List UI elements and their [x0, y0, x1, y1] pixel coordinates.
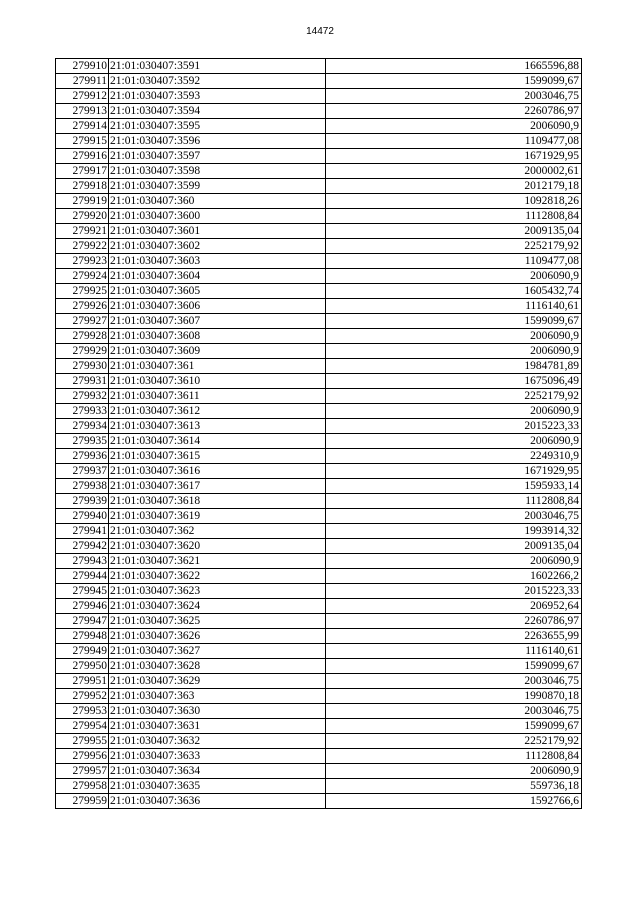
cadastral-number-cell: 21:01:030407:3602 [109, 239, 326, 254]
table-row [56, 494, 582, 509]
value-cell: 2260786,97 [326, 614, 582, 629]
row-number-cell: 279927 [56, 314, 109, 329]
cadastral-number-cell: 21:01:030407:3620 [109, 539, 326, 554]
value-cell: 2015223,33 [326, 419, 582, 434]
row-number-cell: 279959 [56, 794, 109, 809]
value-cell: 2252179,92 [326, 389, 582, 404]
value-cell: 1605432,74 [326, 284, 582, 299]
row-number-cell: 279926 [56, 299, 109, 314]
table-row [56, 359, 582, 374]
cadastral-number-cell: 21:01:030407:3598 [109, 164, 326, 179]
cadastral-number-cell: 21:01:030407:3616 [109, 464, 326, 479]
row-number-cell: 279921 [56, 224, 109, 239]
cadastral-number-cell: 21:01:030407:3622 [109, 569, 326, 584]
value-cell: 2260786,97 [326, 104, 582, 119]
row-number-cell: 279930 [56, 359, 109, 374]
cadastral-number-cell: 21:01:030407:3611 [109, 389, 326, 404]
row-number-cell: 279956 [56, 749, 109, 764]
row-number-cell: 279911 [56, 74, 109, 89]
row-number-cell: 279928 [56, 329, 109, 344]
value-cell: 2009135,04 [326, 539, 582, 554]
row-number-cell: 279918 [56, 179, 109, 194]
table-row [56, 644, 582, 659]
cadastral-number-cell: 21:01:030407:3633 [109, 749, 326, 764]
row-number-cell: 279924 [56, 269, 109, 284]
cadastral-number-cell: 21:01:030407:3627 [109, 644, 326, 659]
table-row [56, 449, 582, 464]
value-cell: 2263655,99 [326, 629, 582, 644]
cadastral-number-cell: 21:01:030407:3628 [109, 659, 326, 674]
table-row [56, 149, 582, 164]
table-row [56, 794, 582, 809]
row-number-cell: 279934 [56, 419, 109, 434]
cadastral-number-cell: 21:01:030407:3636 [109, 794, 326, 809]
value-cell: 2015223,33 [326, 584, 582, 599]
value-cell: 1092818,26 [326, 194, 582, 209]
row-number-cell: 279951 [56, 674, 109, 689]
table-row [56, 164, 582, 179]
cadastral-number-cell: 21:01:030407:3631 [109, 719, 326, 734]
cadastral-number-cell: 21:01:030407:3603 [109, 254, 326, 269]
page-number: 14472 [306, 26, 334, 37]
row-number-cell: 279955 [56, 734, 109, 749]
row-number-cell: 279910 [56, 59, 109, 74]
value-cell: 1671929,95 [326, 464, 582, 479]
row-number-cell: 279957 [56, 764, 109, 779]
row-number-cell: 279922 [56, 239, 109, 254]
row-number-cell: 279914 [56, 119, 109, 134]
row-number-cell: 279917 [56, 164, 109, 179]
value-cell: 2003046,75 [326, 509, 582, 524]
table-row [56, 314, 582, 329]
row-number-cell: 279925 [56, 284, 109, 299]
row-number-cell: 279923 [56, 254, 109, 269]
table-row [56, 614, 582, 629]
cadastral-number-cell: 21:01:030407:3608 [109, 329, 326, 344]
row-number-cell: 279937 [56, 464, 109, 479]
value-cell: 2012179,18 [326, 179, 582, 194]
cadastral-number-cell: 21:01:030407:3612 [109, 404, 326, 419]
row-number-cell: 279949 [56, 644, 109, 659]
cadastral-number-cell: 21:01:030407:3614 [109, 434, 326, 449]
table-row [56, 254, 582, 269]
value-cell: 2003046,75 [326, 704, 582, 719]
table-row [56, 689, 582, 704]
table-row [56, 104, 582, 119]
row-number-cell: 279940 [56, 509, 109, 524]
table-row [56, 179, 582, 194]
table-row [56, 569, 582, 584]
value-cell: 2006090,9 [326, 344, 582, 359]
table-row [56, 209, 582, 224]
records-table-body [56, 59, 582, 809]
cadastral-number-cell: 21:01:030407:3623 [109, 584, 326, 599]
table-row [56, 584, 582, 599]
table-row [56, 719, 582, 734]
table-row [56, 704, 582, 719]
value-cell: 2009135,04 [326, 224, 582, 239]
cadastral-number-cell: 21:01:030407:360 [109, 194, 326, 209]
table-row [56, 329, 582, 344]
cadastral-number-cell: 21:01:030407:3592 [109, 74, 326, 89]
value-cell: 1599099,67 [326, 659, 582, 674]
table-row [56, 734, 582, 749]
cadastral-number-cell: 21:01:030407:361 [109, 359, 326, 374]
table-row [56, 89, 582, 104]
cadastral-number-cell: 21:01:030407:3630 [109, 704, 326, 719]
row-number-cell: 279947 [56, 614, 109, 629]
row-number-cell: 279919 [56, 194, 109, 209]
value-cell: 1599099,67 [326, 314, 582, 329]
cadastral-number-cell: 21:01:030407:3619 [109, 509, 326, 524]
row-number-cell: 279939 [56, 494, 109, 509]
table-row [56, 194, 582, 209]
cadastral-number-cell: 21:01:030407:3606 [109, 299, 326, 314]
value-cell: 2252179,92 [326, 239, 582, 254]
row-number-cell: 279958 [56, 779, 109, 794]
value-cell: 2252179,92 [326, 734, 582, 749]
row-number-cell: 279952 [56, 689, 109, 704]
row-number-cell: 279915 [56, 134, 109, 149]
row-number-cell: 279929 [56, 344, 109, 359]
value-cell: 2006090,9 [326, 404, 582, 419]
table-row [56, 134, 582, 149]
value-cell: 2006090,9 [326, 119, 582, 134]
cadastral-number-cell: 21:01:030407:3621 [109, 554, 326, 569]
table-row [56, 74, 582, 89]
table-row [56, 389, 582, 404]
table-row [56, 539, 582, 554]
cadastral-number-cell: 21:01:030407:3604 [109, 269, 326, 284]
value-cell: 1993914,32 [326, 524, 582, 539]
table-row [56, 464, 582, 479]
row-number-cell: 279941 [56, 524, 109, 539]
table-row [56, 299, 582, 314]
value-cell: 1602266,2 [326, 569, 582, 584]
row-number-cell: 279916 [56, 149, 109, 164]
table-row [56, 59, 582, 74]
row-number-cell: 279931 [56, 374, 109, 389]
value-cell: 1116140,61 [326, 644, 582, 659]
row-number-cell: 279953 [56, 704, 109, 719]
cadastral-number-cell: 21:01:030407:3601 [109, 224, 326, 239]
cadastral-number-cell: 21:01:030407:3624 [109, 599, 326, 614]
value-cell: 2006090,9 [326, 329, 582, 344]
cadastral-number-cell: 21:01:030407:3625 [109, 614, 326, 629]
table-row [56, 374, 582, 389]
table-row [56, 224, 582, 239]
table-row [56, 434, 582, 449]
value-cell: 1116140,61 [326, 299, 582, 314]
table-row [56, 269, 582, 284]
cadastral-number-cell: 21:01:030407:3594 [109, 104, 326, 119]
table-row [56, 404, 582, 419]
value-cell: 1990870,18 [326, 689, 582, 704]
table-row [56, 479, 582, 494]
cadastral-number-cell: 21:01:030407:3635 [109, 779, 326, 794]
value-cell: 1984781,89 [326, 359, 582, 374]
row-number-cell: 279946 [56, 599, 109, 614]
row-number-cell: 279938 [56, 479, 109, 494]
value-cell: 1592766,6 [326, 794, 582, 809]
table-row [56, 764, 582, 779]
cadastral-number-cell: 21:01:030407:3610 [109, 374, 326, 389]
row-number-cell: 279950 [56, 659, 109, 674]
row-number-cell: 279932 [56, 389, 109, 404]
table-row [56, 284, 582, 299]
cadastral-number-cell: 21:01:030407:3595 [109, 119, 326, 134]
table-row [56, 554, 582, 569]
cadastral-number-cell: 21:01:030407:3626 [109, 629, 326, 644]
records-table-wrapper [55, 58, 581, 809]
cadastral-number-cell: 21:01:030407:362 [109, 524, 326, 539]
row-number-cell: 279954 [56, 719, 109, 734]
row-number-cell: 279948 [56, 629, 109, 644]
value-cell: 1109477,08 [326, 254, 582, 269]
cadastral-number-cell: 21:01:030407:3596 [109, 134, 326, 149]
records-table [55, 58, 582, 809]
row-number-cell: 279935 [56, 434, 109, 449]
row-number-cell: 279936 [56, 449, 109, 464]
cadastral-number-cell: 21:01:030407:3593 [109, 89, 326, 104]
value-cell: 1665596,88 [326, 59, 582, 74]
cadastral-number-cell: 21:01:030407:3615 [109, 449, 326, 464]
value-cell: 2006090,9 [326, 434, 582, 449]
value-cell: 1109477,08 [326, 134, 582, 149]
cadastral-number-cell: 21:01:030407:3632 [109, 734, 326, 749]
value-cell: 2000002,61 [326, 164, 582, 179]
cadastral-number-cell: 21:01:030407:3591 [109, 59, 326, 74]
value-cell: 2006090,9 [326, 269, 582, 284]
table-row [56, 629, 582, 644]
cadastral-number-cell: 21:01:030407:3613 [109, 419, 326, 434]
value-cell: 206952,64 [326, 599, 582, 614]
value-cell: 1675096,49 [326, 374, 582, 389]
cadastral-number-cell: 21:01:030407:3599 [109, 179, 326, 194]
row-number-cell: 279913 [56, 104, 109, 119]
value-cell: 1112808,84 [326, 494, 582, 509]
value-cell: 2006090,9 [326, 764, 582, 779]
row-number-cell: 279920 [56, 209, 109, 224]
value-cell: 1599099,67 [326, 719, 582, 734]
value-cell: 1599099,67 [326, 74, 582, 89]
value-cell: 2249310,9 [326, 449, 582, 464]
table-row [56, 239, 582, 254]
table-row [56, 344, 582, 359]
value-cell: 2006090,9 [326, 554, 582, 569]
row-number-cell: 279943 [56, 554, 109, 569]
value-cell: 559736,18 [326, 779, 582, 794]
table-row [56, 599, 582, 614]
cadastral-number-cell: 21:01:030407:363 [109, 689, 326, 704]
value-cell: 1595933,14 [326, 479, 582, 494]
cadastral-number-cell: 21:01:030407:3605 [109, 284, 326, 299]
cadastral-number-cell: 21:01:030407:3607 [109, 314, 326, 329]
value-cell: 1671929,95 [326, 149, 582, 164]
table-row [56, 674, 582, 689]
row-number-cell: 279912 [56, 89, 109, 104]
cadastral-number-cell: 21:01:030407:3617 [109, 479, 326, 494]
row-number-cell: 279942 [56, 539, 109, 554]
value-cell: 1112808,84 [326, 749, 582, 764]
cadastral-number-cell: 21:01:030407:3618 [109, 494, 326, 509]
cadastral-number-cell: 21:01:030407:3597 [109, 149, 326, 164]
row-number-cell: 279944 [56, 569, 109, 584]
table-row [56, 659, 582, 674]
cadastral-number-cell: 21:01:030407:3629 [109, 674, 326, 689]
cadastral-number-cell: 21:01:030407:3634 [109, 764, 326, 779]
value-cell: 2003046,75 [326, 89, 582, 104]
value-cell: 2003046,75 [326, 674, 582, 689]
row-number-cell: 279945 [56, 584, 109, 599]
table-row [56, 419, 582, 434]
cadastral-number-cell: 21:01:030407:3609 [109, 344, 326, 359]
row-number-cell: 279933 [56, 404, 109, 419]
cadastral-number-cell: 21:01:030407:3600 [109, 209, 326, 224]
table-row [56, 524, 582, 539]
table-row [56, 119, 582, 134]
table-row [56, 509, 582, 524]
value-cell: 1112808,84 [326, 209, 582, 224]
table-row [56, 749, 582, 764]
table-row [56, 779, 582, 794]
